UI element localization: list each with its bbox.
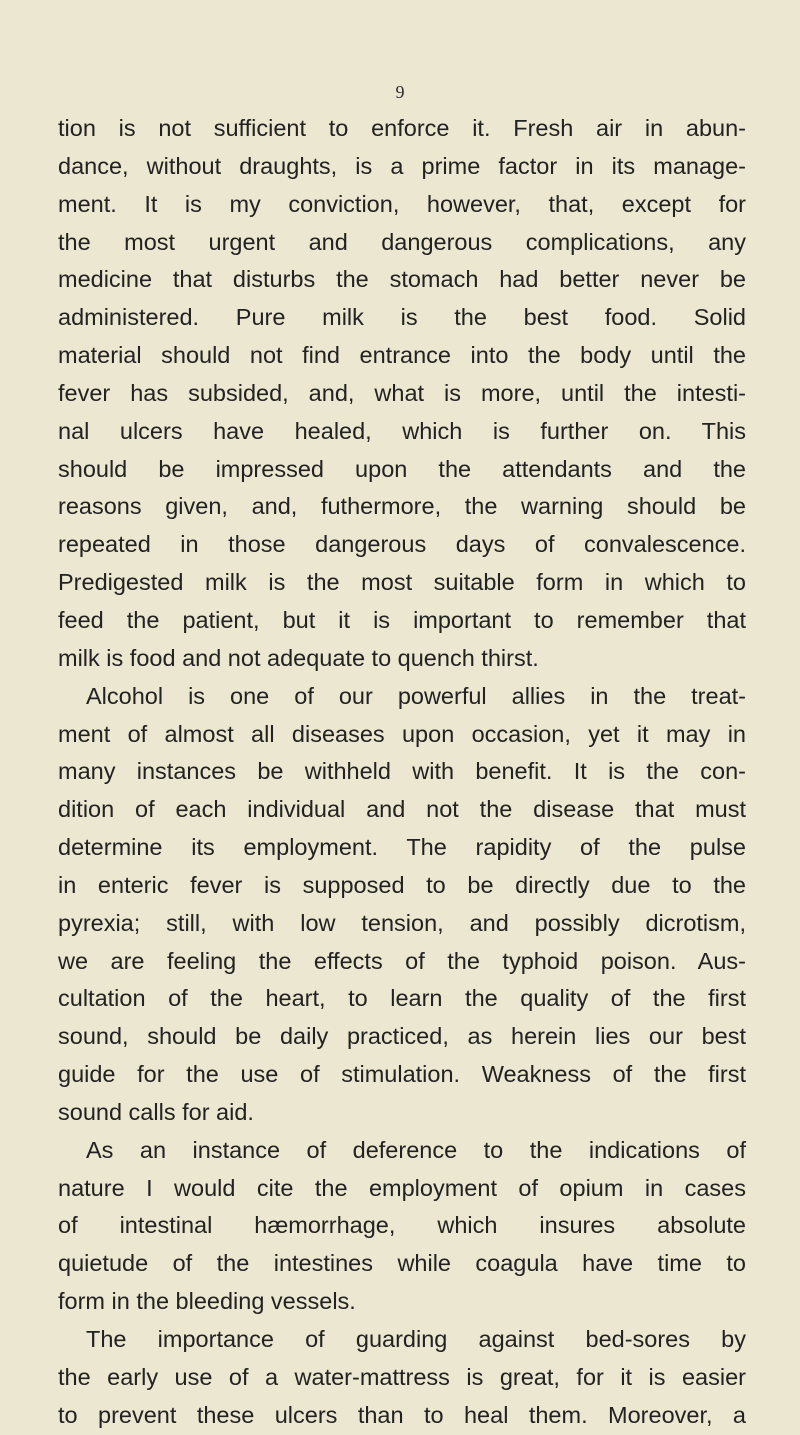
text-line: repeated in those dangerous days of convalescence.	[58, 531, 746, 558]
text-line: we are feeling the effects of the typhoid poison. Aus-	[58, 947, 746, 974]
text-line: determine its employment. The rapidity of the pulse	[58, 834, 746, 861]
text-line: feed the patient, but it is important to remember that	[58, 606, 746, 633]
text-line: ment. It is my conviction, however, that, except for	[58, 190, 746, 217]
text-line: the early use of a water-mattress is great, for it is easier	[58, 1363, 746, 1390]
text-line: in enteric fever is supposed to be directly due to the	[58, 871, 746, 898]
text-line: sound, should be daily practiced, as herein lies our best	[58, 1023, 746, 1050]
page-number: 9	[395, 82, 405, 102]
text-line: ment of almost all diseases upon occasion, yet it may in	[58, 720, 746, 747]
text-line: reasons given, and, futhermore, the warning should be	[58, 493, 746, 520]
text-line: Alcohol is one of our powerful allies in the treat-	[86, 682, 746, 709]
text-line: of intestinal hæmorrhage, which insures absolute	[58, 1212, 746, 1239]
text-line: to prevent these ulcers than to heal them. Moreover, a	[58, 1401, 746, 1428]
text-line: many instances be withheld with benefit. It is the con-	[58, 758, 746, 785]
text-line: the most urgent and dangerous complications, any	[58, 228, 746, 255]
text-line: As an instance of deference to the indications of	[86, 1136, 746, 1163]
text-line: Predigested milk is the most suitable form in which to	[58, 569, 746, 596]
paragraph	[58, 1321, 746, 1435]
text-line: material should not find entrance into the body until the	[58, 342, 746, 369]
text-line: dance, without draughts, is a prime factor in its manage-	[58, 152, 746, 179]
text-line: pyrexia; still, with low tension, and possibly dicrotism,	[58, 909, 746, 936]
body-text	[58, 110, 746, 1435]
text-line: sound calls for aid.	[58, 1098, 254, 1125]
paragraph	[58, 1132, 746, 1321]
text-line: medicine that disturbs the stomach had better never be	[58, 266, 746, 293]
paragraph	[58, 678, 746, 1132]
text-line: quietude of the intestines while coagula have time to	[58, 1250, 746, 1277]
text-line: tion is not sufficient to enforce it. Fresh air in abun-	[58, 115, 746, 141]
text-line: fever has subsided, and, what is more, until the intesti-	[58, 379, 746, 406]
text-line: nal ulcers have healed, which is further on. This	[58, 417, 746, 444]
text-line: should be impressed upon the attendants and the	[58, 455, 746, 482]
text-line: cultation of the heart, to learn the quality of the first	[58, 985, 746, 1012]
text-line: nature I would cite the employment of opium in cases	[58, 1174, 746, 1201]
text-line: milk is food and not adequate to quench thirst.	[58, 644, 539, 671]
text-line: guide for the use of stimulation. Weakness of the first	[58, 1061, 746, 1088]
text-line: form in the bleeding vessels.	[58, 1288, 356, 1315]
text-line: dition of each individual and not the disease that must	[58, 796, 746, 823]
text-line: The importance of guarding against bed-sores by	[86, 1326, 746, 1352]
text-line: administered. Pure milk is the best food. Solid	[58, 304, 746, 331]
paragraph	[58, 110, 746, 678]
